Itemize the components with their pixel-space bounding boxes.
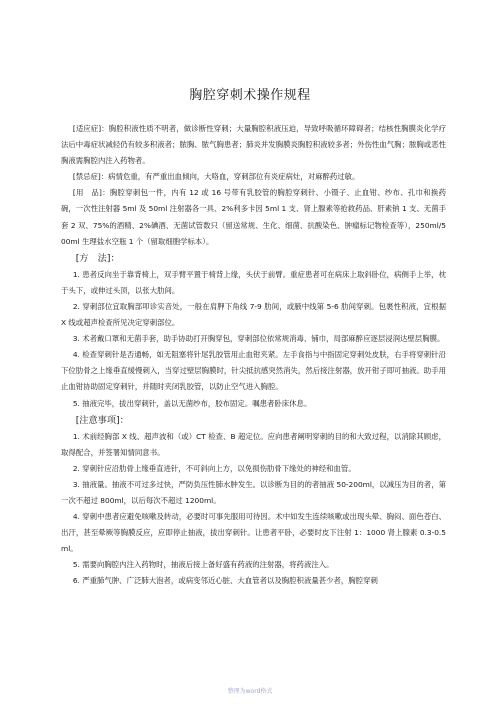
contraindications-paragraph: [禁忌症]：病情危重，有严重出血倾向，大咯血，穿刺部位有炎症病灶，对麻醉药过敏。 — [72, 172, 360, 182]
precaution-4: 4. 穿刺中患者应避免咳嗽及转动，必要时可事先服用可待因。术中如发生连续咳嗽或出现头晕、胸闷、面色苍白、出汗，甚至晕厥等胸膜反应，应即停止抽液，拔出穿刺针。让患者平卧，必要时皮下注射 1：1000 肾上腺素 0.3-0.5ml。 — [61, 512, 446, 554]
indications-paragraph: [适应症]：胸腔积液性质不明者，做诊断性穿刺；大量胸腔积液压迫，导致呼吸循环障碍者；结核性胸膜炎化学疗法后中毒症状减轻仍有较多积液者；脓胸、脓气胸患者；肺炎并发胸膜炎胸腔积液较多者；外伤性血气胸；脓胸或恶性胸液需胸腔内注入药物者。 — [61, 124, 446, 166]
method-step-5: 5. 抽液完毕，拔出穿刺针，盖以无菌纱布，胶布固定。嘱患者卧床休息。 — [72, 398, 312, 408]
precaution-1: 1. 术前经胸部 X 线、超声波和（或）CT 检查、B 超定位。应向患者阐明穿刺的目的和大致过程，以消除其顾虑，取得配合，并签署知情同意书。 — [61, 431, 446, 457]
page-footer: 整理为word格式 — [227, 688, 273, 695]
method-step-2: 2. 穿刺部位宜取胸部叩诊实音处，一般在肩胛下角线 7-9 肋间，或腋中线第 5-6 肋间穿刺。包裹性积液，宜根据 X 线或超声检查所见决定穿刺部位。 — [61, 301, 446, 328]
method-heading: [方 法]： — [75, 252, 120, 264]
page-title: 胸腔穿刺术操作规程 — [189, 88, 311, 103]
precaution-2: 2. 穿刺针应沿肋骨上缘垂直进针，不可斜向上方，以免损伤肋骨下缘处的神经和血管。 — [72, 463, 356, 473]
document-body — [61, 121, 446, 590]
precaution-3: 3. 抽液量。抽液不可过多过快，严防负压性肺水肿发生。以诊断为目的的者抽液 50-200ml，以减压为目的者，第一次不超过 800ml，以后每次不超过 1200ml。 — [61, 479, 446, 505]
precautions-heading: [注意事项]： — [75, 414, 129, 426]
method-step-3: 3. 术者戴口罩和无菌手套，助手协助打开胸穿包，穿刺部位依常规消毒、铺巾，局部麻醉应逐层浸润达壁层胸膜。 — [72, 334, 445, 344]
precaution-5: 5. 需要向胸腔内注入药物时，抽液后接上备好盛有药液的注射器，将药液注入。 — [72, 560, 334, 570]
method-step-4: 4. 检查穿刺针是否通畅，如无阻塞将针尾乳胶管用止血钳夹紧。左手食指与中指固定穿刺处皮肤，右手将穿刺针沿下位肋骨之上缘垂直缓慢刺入，当穿过壁层胸膜时，针尖抵抗感突然消失，然后接注射器，放开钳子即可抽液。助手用止血钳协助固定穿刺针，并随时夹闭乳胶管，以防止空气进入胸腔。 — [61, 350, 446, 392]
supplies-paragraph: [用 品]：胸腔穿刺包一件，内有 12 或 16 号带有乳胶管的胸腔穿刺针、小镊子、止血钳、纱布、孔巾和换药碗，一次性注射器 5ml 及 50ml 注射器各一具、2%利多卡因 5ml 1 支、肾上腺素等抢救药品、肝素钠 1 支、无菌手套 2 双、75%的酒精、2%碘酒、无菌试管数只（留送常规、生化、细菌、抗酸染色、肿瘤标记物检查等），250ml/500ml 生理盐水空瓶 1 个（留取细胞学标本）。 — [61, 188, 446, 246]
precaution-6: 6. 严重肺气肿、广泛肺大泡者，或病变邻近心脏、大血管者以及胸腔积液量甚少者，胸腔穿刺 — [72, 576, 378, 586]
method-step-1: 1. 患者反向坐于靠背椅上，双手臂平置于椅背上缘，头伏于前臂。重症患者可在病床上取斜卧位，病侧手上举，枕于头下，或伸过头顶，以张大肋间。 — [61, 269, 446, 295]
